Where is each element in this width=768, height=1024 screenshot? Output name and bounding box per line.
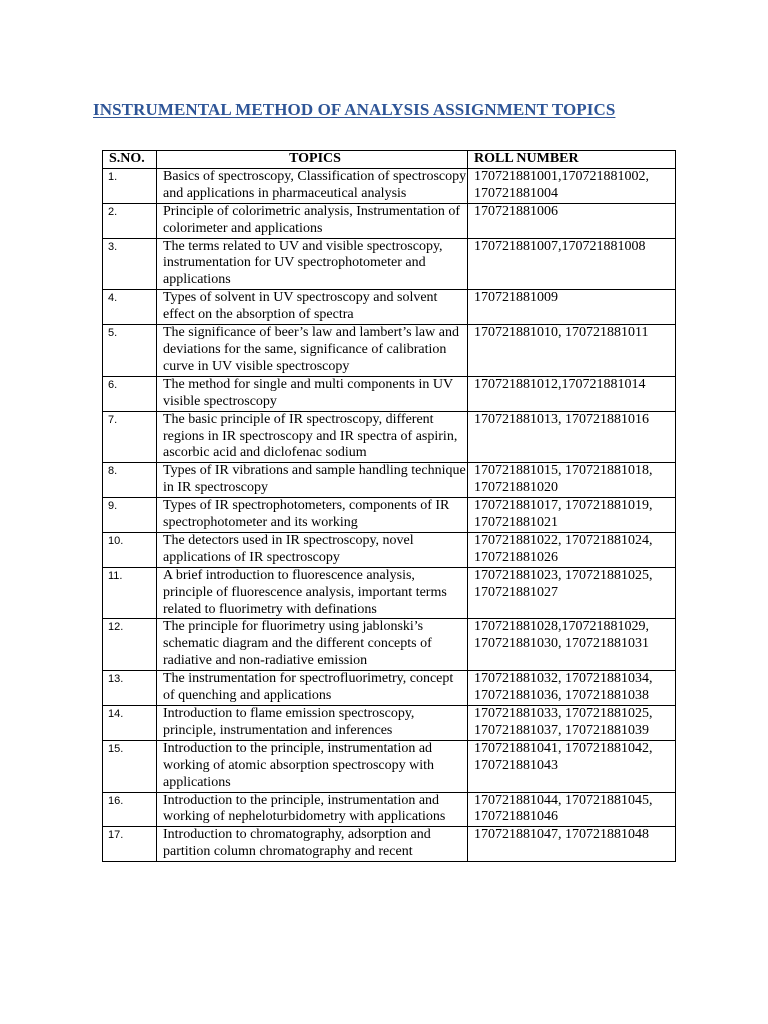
table-row [103,706,676,741]
table-row [103,168,676,203]
cell-sno: 2. [103,203,157,238]
cell-roll-number: 170721881012,170721881014 [468,376,676,411]
cell-roll-number: 170721881047, 170721881048 [468,827,676,862]
table-row [103,792,676,827]
cell-roll-number: 170721881022, 170721881024, 170721881026 [468,532,676,567]
cell-roll-number: 170721881013, 170721881016 [468,411,676,463]
cell-sno: 3. [103,238,157,290]
header-roll-number: ROLL NUMBER [468,151,676,169]
cell-roll-number: 170721881041, 170721881042, 170721881043 [468,740,676,792]
cell-topic: Basics of spectroscopy, Classification of spectroscopy and applications in pharmaceutical analysis [157,168,468,203]
cell-roll-number: 170721881044, 170721881045, 170721881046 [468,792,676,827]
cell-topic: Principle of colorimetric analysis, Instrumentation of colorimeter and applications [157,203,468,238]
cell-roll-number: 170721881007,170721881008 [468,238,676,290]
cell-topic: Introduction to chromatography, adsorption and partition column chromatography and recent [157,827,468,862]
table-row [103,740,676,792]
header-sno: S.NO. [103,151,157,169]
cell-roll-number: 170721881010, 170721881011 [468,325,676,377]
table-row [103,290,676,325]
cell-topic: The detectors used in IR spectroscopy, novel applications of IR spectroscopy [157,532,468,567]
cell-roll-number: 170721881017, 170721881019, 170721881021 [468,498,676,533]
cell-sno: 14. [103,706,157,741]
cell-roll-number: 170721881032, 170721881034, 170721881036, 170721881038 [468,671,676,706]
cell-roll-number: 170721881015, 170721881018, 170721881020 [468,463,676,498]
cell-sno: 4. [103,290,157,325]
assignment-topics-table [102,150,676,862]
cell-topic: Introduction to the principle, instrumentation ad working of atomic absorption spectroscopy with applications [157,740,468,792]
header-topics: TOPICS [157,151,468,169]
cell-topic: The method for single and multi components in UV visible spectroscopy [157,376,468,411]
table-row [103,498,676,533]
cell-topic: Types of IR vibrations and sample handling technique in IR spectroscopy [157,463,468,498]
cell-sno: 9. [103,498,157,533]
cell-sno: 17. [103,827,157,862]
cell-sno: 8. [103,463,157,498]
table-row [103,238,676,290]
cell-roll-number: 170721881033, 170721881025, 170721881037, 170721881039 [468,706,676,741]
cell-sno: 6. [103,376,157,411]
cell-topic: The principle for fluorimetry using jablonski’s schematic diagram and the different concepts of radiative and non-radiative emission [157,619,468,671]
cell-topic: The instrumentation for spectrofluorimetry, concept of quenching and applications [157,671,468,706]
cell-topic: A brief introduction to fluorescence analysis, principle of fluorescence analysis, important terms related to fluorimetry with definations [157,567,468,619]
cell-roll-number: 170721881023, 170721881025, 170721881027 [468,567,676,619]
cell-sno: 11. [103,567,157,619]
cell-topic: Types of solvent in UV spectroscopy and solvent effect on the absorption of spectra [157,290,468,325]
table-row [103,203,676,238]
cell-sno: 5. [103,325,157,377]
cell-topic: Introduction to the principle, instrumentation and working of nepheloturbidometry with applications [157,792,468,827]
table-row [103,827,676,862]
cell-sno: 1. [103,168,157,203]
table-row [103,619,676,671]
table-row [103,376,676,411]
cell-roll-number: 170721881009 [468,290,676,325]
cell-sno: 12. [103,619,157,671]
cell-topic: The significance of beer’s law and lambert’s law and deviations for the same, significance of calibration curve in UV visible spectroscopy [157,325,468,377]
table-row [103,567,676,619]
cell-topic: The terms related to UV and visible spectroscopy, instrumentation for UV spectrophotometer and applications [157,238,468,290]
cell-topic: Types of IR spectrophotometers, components of IR spectrophotometer and its working [157,498,468,533]
cell-roll-number: 170721881006 [468,203,676,238]
table-header-row [103,151,676,169]
cell-sno: 13. [103,671,157,706]
cell-sno: 15. [103,740,157,792]
table-row [103,463,676,498]
cell-roll-number: 170721881001,170721881002, 170721881004 [468,168,676,203]
cell-topic: The basic principle of IR spectroscopy, different regions in IR spectroscopy and IR spectra of aspirin, ascorbic acid and diclofenac sodium [157,411,468,463]
cell-topic: Introduction to flame emission spectroscopy, principle, instrumentation and inferences [157,706,468,741]
cell-sno: 16. [103,792,157,827]
cell-sno: 7. [103,411,157,463]
table-row [103,325,676,377]
page-title: INSTRUMENTAL METHOD OF ANALYSIS ASSIGNMENT TOPICS [93,100,616,119]
table-row [103,671,676,706]
table-row [103,532,676,567]
cell-sno: 10. [103,532,157,567]
table-row [103,411,676,463]
cell-roll-number: 170721881028,170721881029, 170721881030, 170721881031 [468,619,676,671]
